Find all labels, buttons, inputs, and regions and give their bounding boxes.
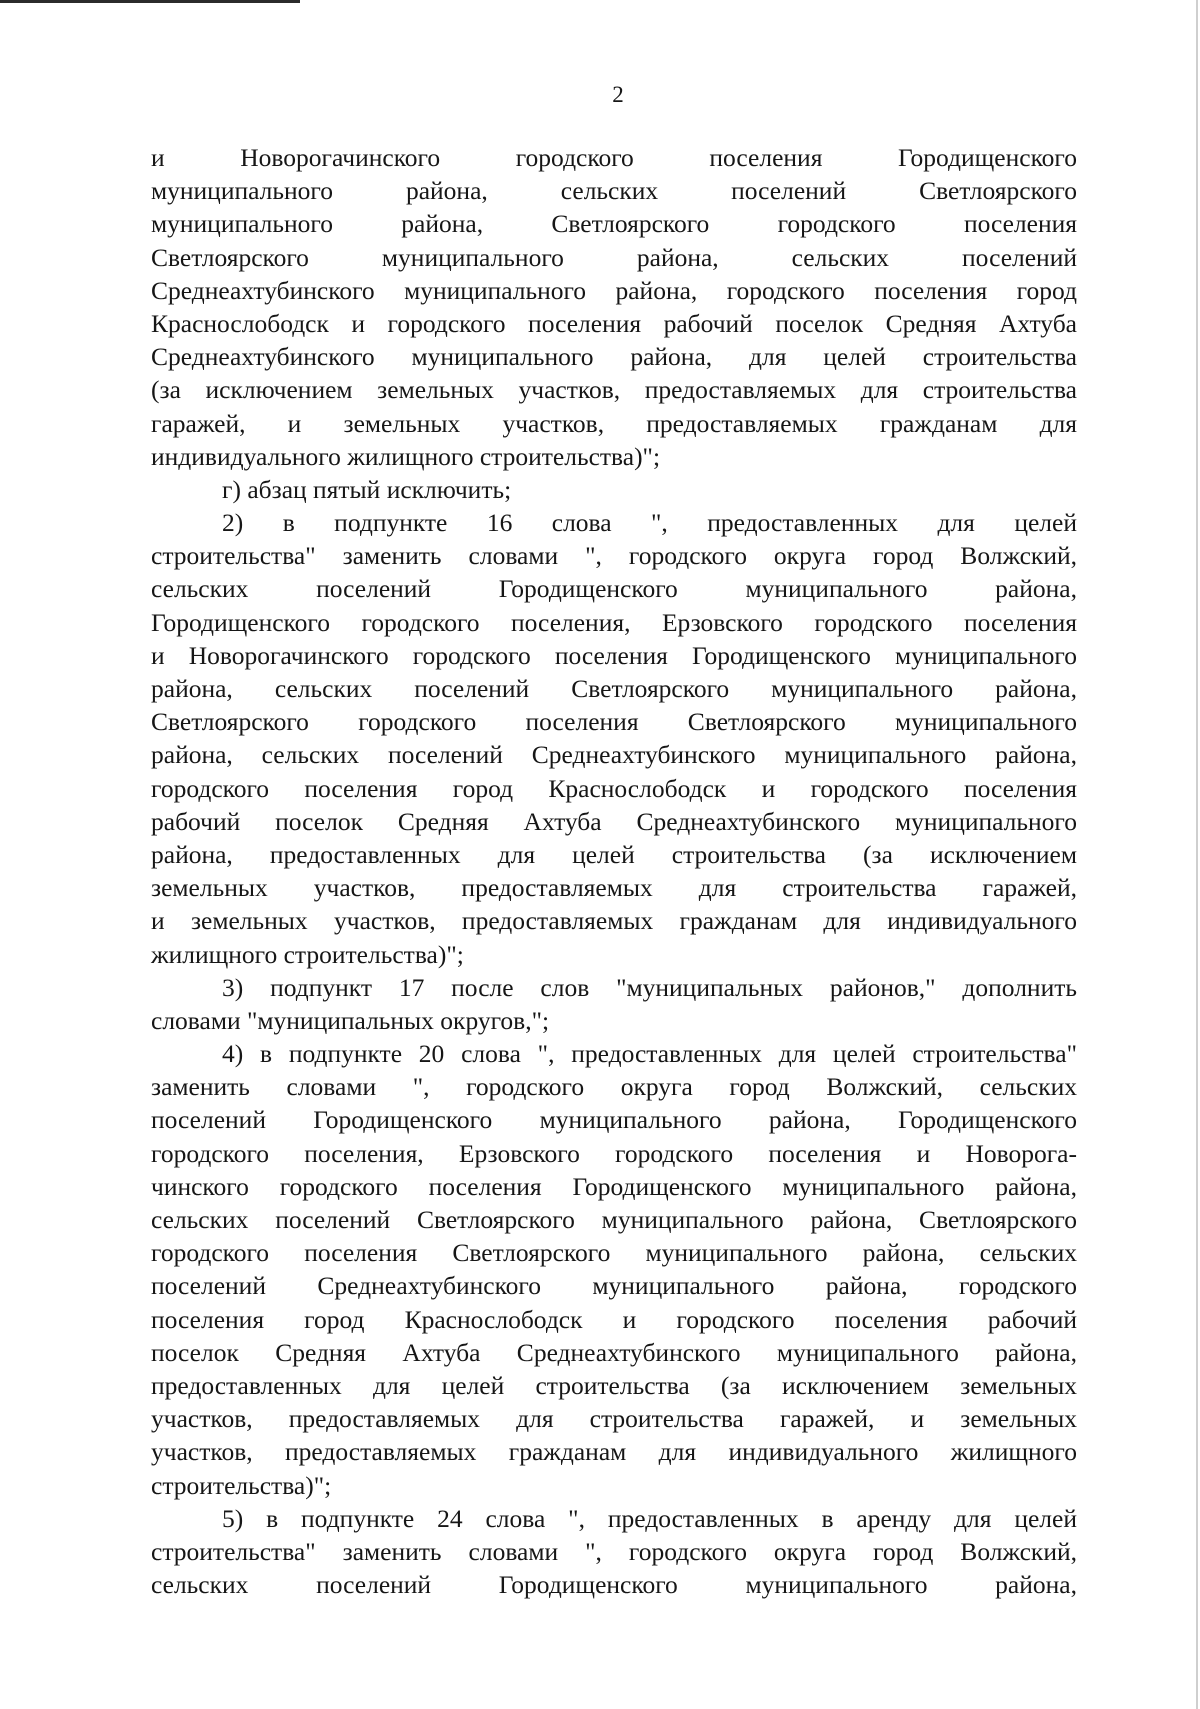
text-line: гаражей, и земельных участков, предоставляемых гражданам для — [151, 408, 1077, 438]
text-line: заменить словами ", городского округа город Волжский, сельских — [151, 1072, 1077, 1102]
text-line: 3) подпункт 17 после слов "муниципальных районов," дополнить — [222, 972, 1077, 1002]
text-line: строительства" заменить словами ", городского округа город Волжский, — [151, 1536, 1077, 1566]
scan-border-right — [1196, 0, 1198, 1709]
text-line: Среднеахтубинского муниципального района, для целей строительства — [151, 342, 1077, 372]
text-line: сельских поселений Светлоярского муниципального района, Светлоярского — [151, 1205, 1077, 1234]
document-body — [151, 141, 1077, 1601]
text-line: строительства" заменить словами ", городского округа город Волжский, — [151, 541, 1077, 571]
text-line: поселений Городищенского муниципального района, Городищенского — [151, 1105, 1077, 1135]
text-line: и земельных участков, предоставляемых гражданам для индивидуального — [151, 906, 1077, 936]
text-line: жилищного строительства)"; — [151, 939, 464, 969]
text-line: поселений Среднеахтубинского муниципального района, городского — [151, 1271, 1077, 1301]
text-line: поселок Средняя Ахтуба Среднеахтубинского муниципального района, — [151, 1337, 1077, 1367]
text-line: рабочий поселок Средняя Ахтуба Среднеахтубинского муниципального — [151, 806, 1077, 836]
text-line: Светлоярского муниципального района, сельских поселений — [151, 242, 1077, 272]
text-line: Городищенского городского поселения, Ерзовского городского поселения — [151, 607, 1077, 637]
text-line: предоставленных для целей строительства (за исключением земельных — [151, 1370, 1077, 1400]
page-number: 2 — [612, 82, 624, 107]
text-line: поселения город Краснослободск и городского поселения рабочий — [151, 1304, 1077, 1334]
text-line: земельных участков, предоставляемых для строительства гаражей, — [151, 873, 1077, 903]
text-line: городского поселения город Краснослободск и городского поселения — [151, 773, 1077, 803]
text-line: чинского городского поселения Городищенского муниципального района, — [151, 1171, 1077, 1201]
text-line: района, сельских поселений Среднеахтубинского муниципального района, — [151, 740, 1077, 770]
text-line: муниципального района, Светлоярского городского поселения — [151, 209, 1077, 239]
text-line: района, предоставленных для целей строительства (за исключением — [151, 839, 1077, 869]
text-line: 2) в подпункте 16 слова ", предоставленных для целей — [222, 508, 1077, 538]
text-line: индивидуального жилищного строительства)"; — [151, 441, 661, 471]
text-line: участков, предоставляемых для строительства гаражей, и земельных — [151, 1404, 1077, 1434]
text-line: городского поселения Светлоярского муниципального района, сельских — [151, 1238, 1077, 1268]
text-line: Светлоярского городского поселения Светлоярского муниципального — [151, 707, 1077, 737]
text-line: и Новорогачинского городского поселения Городищенского — [151, 143, 1077, 172]
text-line: Среднеахтубинского муниципального района, городского поселения город — [151, 275, 1077, 305]
text-line: сельских поселений Городищенского муниципального района, — [151, 574, 1077, 604]
text-line: 4) в подпункте 20 слова ", предоставленных для целей строительства" — [222, 1039, 1077, 1069]
text-line: 5) в подпункте 24 слова ", предоставленных в аренду для целей — [222, 1503, 1077, 1533]
text-line: городского поселения, Ерзовского городского поселения и Новорога- — [151, 1138, 1077, 1168]
text-line: участков, предоставляемых гражданам для индивидуального жилищного — [151, 1437, 1077, 1467]
text-line: строительства)"; — [151, 1470, 332, 1500]
text-line: района, сельских поселений Светлоярского муниципального района, — [151, 674, 1077, 703]
text-line: муниципального района, сельских поселений Светлоярского — [151, 176, 1077, 206]
text-line: Краснослободск и городского поселения рабочий поселок Средняя Ахтуба — [151, 308, 1077, 338]
scan-border-top — [0, 0, 300, 3]
text-line: г) абзац пятый исключить; — [222, 474, 512, 504]
text-line: сельских поселений Городищенского муниципального района, — [151, 1570, 1077, 1600]
text-line: словами "муниципальных округов,"; — [151, 1005, 550, 1035]
text-line: (за исключением земельных участков, предоставляемых для строительства — [151, 375, 1077, 405]
text-line: и Новорогачинского городского поселения Городищенского муниципального — [151, 640, 1077, 670]
